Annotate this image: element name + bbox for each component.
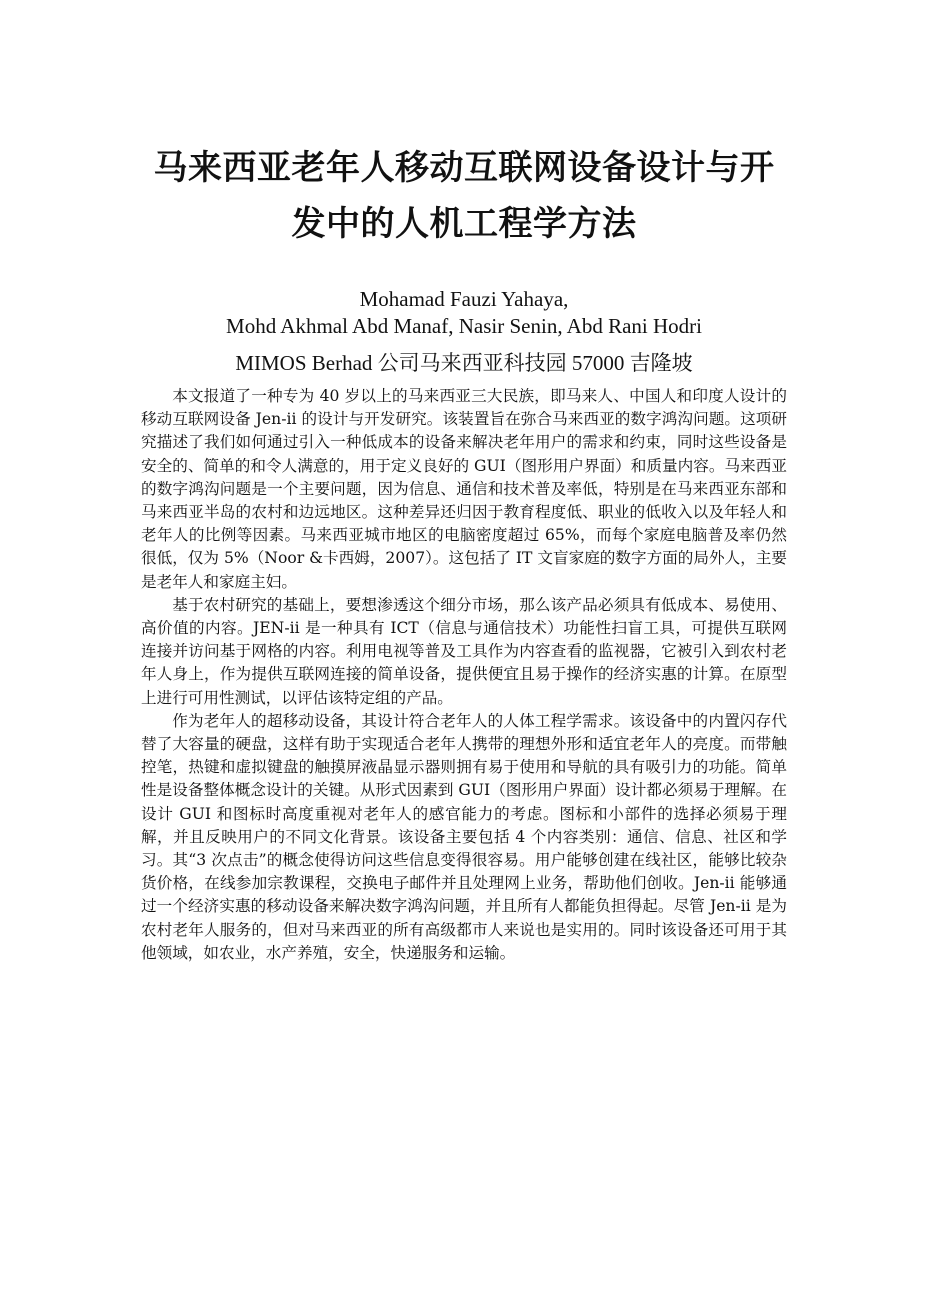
author-line-1: Mohamad Fauzi Yahaya, [359, 287, 569, 311]
author-list [141, 286, 787, 340]
abstract-body [141, 385, 787, 965]
abstract-paragraph-3: 作为老年人的超移动设备，其设计符合老年人的人体工程学需求。该设备中的内置闪存代替了大容量的硬盘，这样有助于实现适合老年人携带的理想外形和适宜老年人的亮度。而带触控笔，热键和虚拟键盘的触摸屏液晶显示器则拥有易于使用和导航的具有吸引力的功能。简单性是设备整体概念设计的关键。从形式因素到 GUI（图形用户界面）设计都必须易于理解。在设计 GUI 和图标时高度重视对老年人的感官能力的考虑。图标和小部件的选择必须易于理解，并且反映用户的不同文化背景。该设备主要包括 4 个内容类别：通信、信息、社区和学习。其“3 次点击”的概念使得访问这些信息变得很容易。用户能够创建在线社区，能够比较杂货价格，在线参加宗教课程，交换电子邮件并且处理网上业务，帮助他们创收。Jen-ii 能够通过一个经济实惠的移动设备来解决数字鸿沟问题，并且所有人都能负担得起。尽管 Jen-ii 是为农村老年人服务的，但对马来西亚的所有高级都市人来说也是实用的。同时该设备还可用于其他领域，如农业，水产养殖，安全，快递服务和运输。 [141, 711, 787, 962]
abstract-paragraph-2: 基于农村研究的基础上，要想渗透这个细分市场，那么该产品必须具有低成本、易使用、高价值的内容。JEN-ii 是一种具有 ICT（信息与通信技术）功能性扫盲工具，可提供互联网连接并访问基于网格的内容。利用电视等普及工具作为内容查看的监视器，它被引入到农村老年人身上，作为提供互联网连接的简单设备，提供便宜且易于操作的经济实惠的计算。在原型上进行可用性测试，以评估该特定组的产品。 [141, 595, 787, 707]
document-page [141, 140, 787, 965]
paper-title-line-1: 马来西亚老年人移动互联网设备设计与开 [153, 148, 775, 188]
abstract-paragraph-1: 本文报道了一种专为 40 岁以上的马来西亚三大民族，即马来人、中国人和印度人设计的移动互联网设备 Jen-ii 的设计与开发研究。该装置旨在弥合马来西亚的数字鸿沟问题。这项研究描述了我们如何通过引入一种低成本的设备来解决老年用户的需求和约束，同时这些设备是安全的、简单的和令人满意的，用于定义良好的 GUI（图形用户界面）和质量内容。马来西亚的数字鸿沟问题是一个主要问题，因为信息、通信和技术普及率低，特别是在马来西亚东部和马来西亚半岛的农村和边远地区。这种差异还归因于教育程度低、职业的低收入以及年轻人和老年人的比例等因素。马来西亚城市地区的电脑密度超过 65%，而每个家庭电脑普及率仍然很低，仅为 5%（Noor &卡西姆，2007）。这包括了 IT 文盲家庭的数字方面的局外人，主要是老年人和家庭主妇。 [141, 387, 787, 591]
paper-title [141, 140, 787, 252]
author-line-2: Mohd Akhmal Abd Manaf, Nasir Senin, Abd Rani Hodri [226, 314, 702, 338]
author-affiliation: MIMOS Berhad 公司马来西亚科技园 57000 吉隆坡 [235, 351, 693, 375]
paper-title-line-2: 发中的人机工程学方法 [291, 204, 637, 244]
